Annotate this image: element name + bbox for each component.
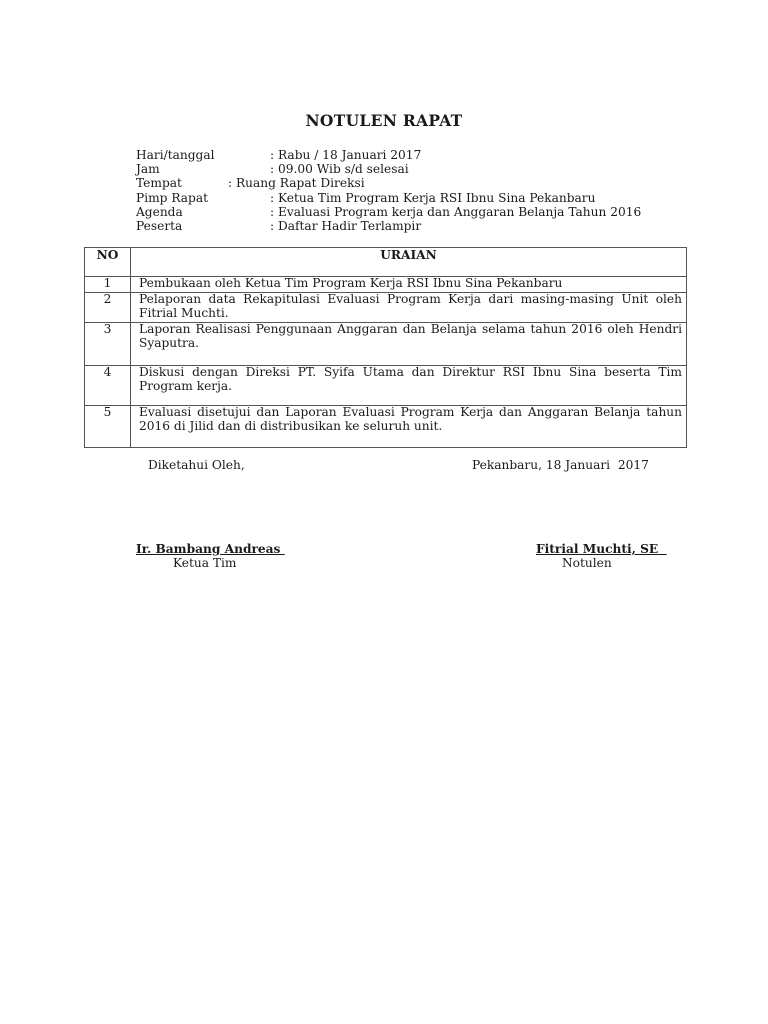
document-title: NOTULEN RAPAT xyxy=(305,111,463,130)
row-number: 5 xyxy=(85,406,131,448)
signature-left-role: Ketua Tim xyxy=(173,556,237,570)
info-label: Tempat xyxy=(136,176,182,191)
header-no: NO xyxy=(85,248,131,277)
table-row xyxy=(85,366,687,406)
info-value: : Daftar Hadir Terlampir xyxy=(270,218,422,233)
signature-left-name: Ir. Bambang Andreas xyxy=(136,542,285,556)
info-label: Agenda xyxy=(136,204,183,219)
info-label: Hari/tanggal xyxy=(136,148,215,162)
row-description: Pembukaan oleh Ketua Tim Program Kerja RSI Ibnu Sina Pekanbaru xyxy=(131,277,687,293)
info-label: Jam xyxy=(136,162,160,177)
info-value: : Evaluasi Program kerja dan Anggaran Belanja Tahun 2016 xyxy=(270,204,642,219)
signature-right-role: Notulen xyxy=(562,556,612,570)
info-label: Pimp Rapat xyxy=(136,190,209,205)
row-number: 4 xyxy=(85,366,131,406)
table-header-row xyxy=(85,248,687,277)
table-row xyxy=(85,406,687,448)
row-number: 3 xyxy=(85,323,131,366)
signature-left-caption: Diketahui Oleh, xyxy=(148,458,245,472)
row-number: 1 xyxy=(85,277,131,293)
signature-right-name: Fitrial Muchti, SE xyxy=(536,542,667,556)
row-description: Pelaporan data Rekapitulasi Evaluasi Program Kerja dari masing-masing Unit oleh Fitrial Muchti. xyxy=(131,293,687,323)
info-value: : Ketua Tim Program Kerja RSI Ibnu Sina Pekanbaru xyxy=(270,190,596,205)
info-label: Peserta xyxy=(136,218,183,233)
row-number: 2 xyxy=(85,293,131,323)
table-row xyxy=(85,277,687,293)
minutes-table xyxy=(84,247,687,448)
table-row xyxy=(85,293,687,323)
info-value: : 09.00 Wib s/d selesai xyxy=(270,162,409,177)
row-description: Laporan Realisasi Penggunaan Anggaran dan Belanja selama tahun 2016 oleh Hendri Syaputra. xyxy=(131,323,687,366)
info-value: : Ruang Rapat Direksi xyxy=(228,176,365,191)
table-row xyxy=(85,323,687,366)
row-description: Diskusi dengan Direksi PT. Syifa Utama dan Direktur RSI Ibnu Sina beserta Tim Program kerja. xyxy=(131,366,687,406)
info-value: : Rabu / 18 Januari 2017 xyxy=(270,148,422,162)
signature-right-caption: Pekanbaru, 18 Januari 2017 xyxy=(472,458,649,472)
row-description: Evaluasi disetujui dan Laporan Evaluasi Program Kerja dan Anggaran Belanja tahun 2016 di Jilid dan di distribusikan ke seluruh unit. xyxy=(131,406,687,448)
header-description: URAIAN xyxy=(131,248,687,277)
